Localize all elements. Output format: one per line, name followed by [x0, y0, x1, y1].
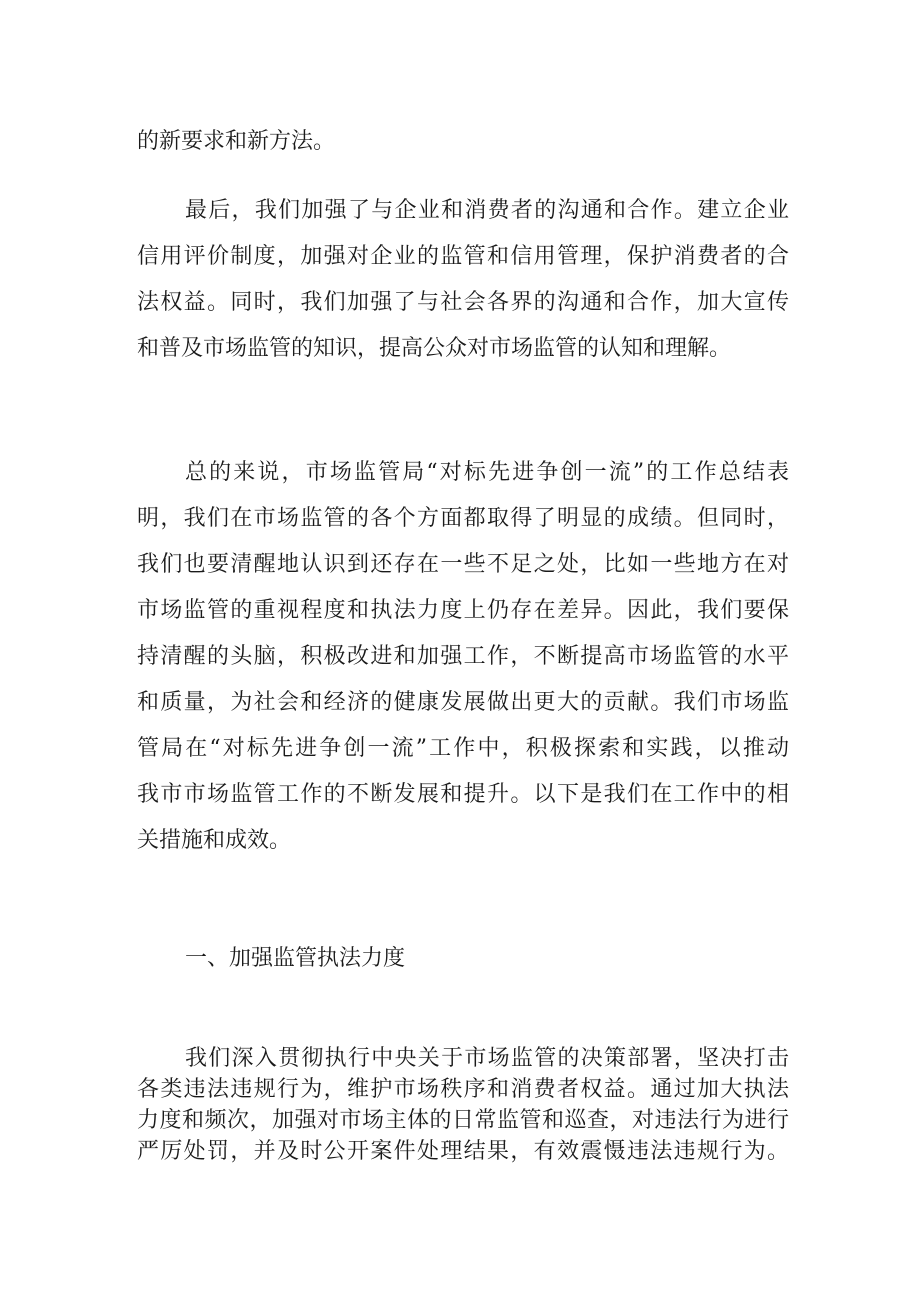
paragraph-line: 法权益。同时，我们加强了与社会各界的沟通和合作，加大宣传: [137, 290, 789, 315]
paragraph-line: 最后，我们加强了与企业和消费者的沟通和合作。建立企业: [185, 198, 789, 223]
paragraph-line: 和普及市场监管的知识，提高公众对市场监管的认知和理解。: [137, 336, 732, 361]
paragraph-line: 严厉处罚，并及时公开案件处理结果，有效震慑违法违规行为。: [137, 1139, 789, 1164]
paragraph-line: 我们深入贯彻执行中央关于市场监管的决策部署，坚决打击: [185, 1046, 789, 1071]
paragraph-line: 的新要求和新方法。: [137, 129, 336, 154]
paragraph-line: 力度和频次，加强对市场主体的日常监管和巡查，对违法行为进行: [137, 1108, 789, 1133]
paragraph-line: 持清醒的头脑，积极改进和加强工作，不断提高市场监管的水平: [137, 644, 789, 669]
paragraph-line: 各类违法违规行为，维护市场秩序和消费者权益。通过加大执法: [137, 1077, 789, 1102]
paragraph-line: 关措施和成效。: [137, 828, 292, 853]
paragraph-line: 信用评价制度，加强对企业的监管和信用管理，保护消费者的合: [137, 244, 789, 269]
paragraph-line: 和质量，为社会和经济的健康发展做出更大的贡献。我们市场监: [137, 690, 789, 715]
paragraph-line: 管局在“对标先进争创一流”工作中，积极探索和实践，以推动: [137, 736, 789, 761]
paragraph-line: 我市市场监管工作的不断发展和提升。以下是我们在工作中的相: [137, 782, 789, 807]
paragraph-line: 总的来说，市场监管局“对标先进争创一流”的工作总结表: [185, 460, 789, 485]
paragraph-line: 市场监管的重视程度和执法力度上仍存在差异。因此，我们要保: [137, 598, 789, 623]
paragraph-line: 明，我们在市场监管的各个方面都取得了明显的成绩。但同时，: [137, 506, 789, 531]
paragraph-line: 我们也要清醒地认识到还存在一些不足之处，比如一些地方在对: [137, 552, 789, 577]
section-heading: 一、加强监管执法力度: [185, 946, 406, 971]
